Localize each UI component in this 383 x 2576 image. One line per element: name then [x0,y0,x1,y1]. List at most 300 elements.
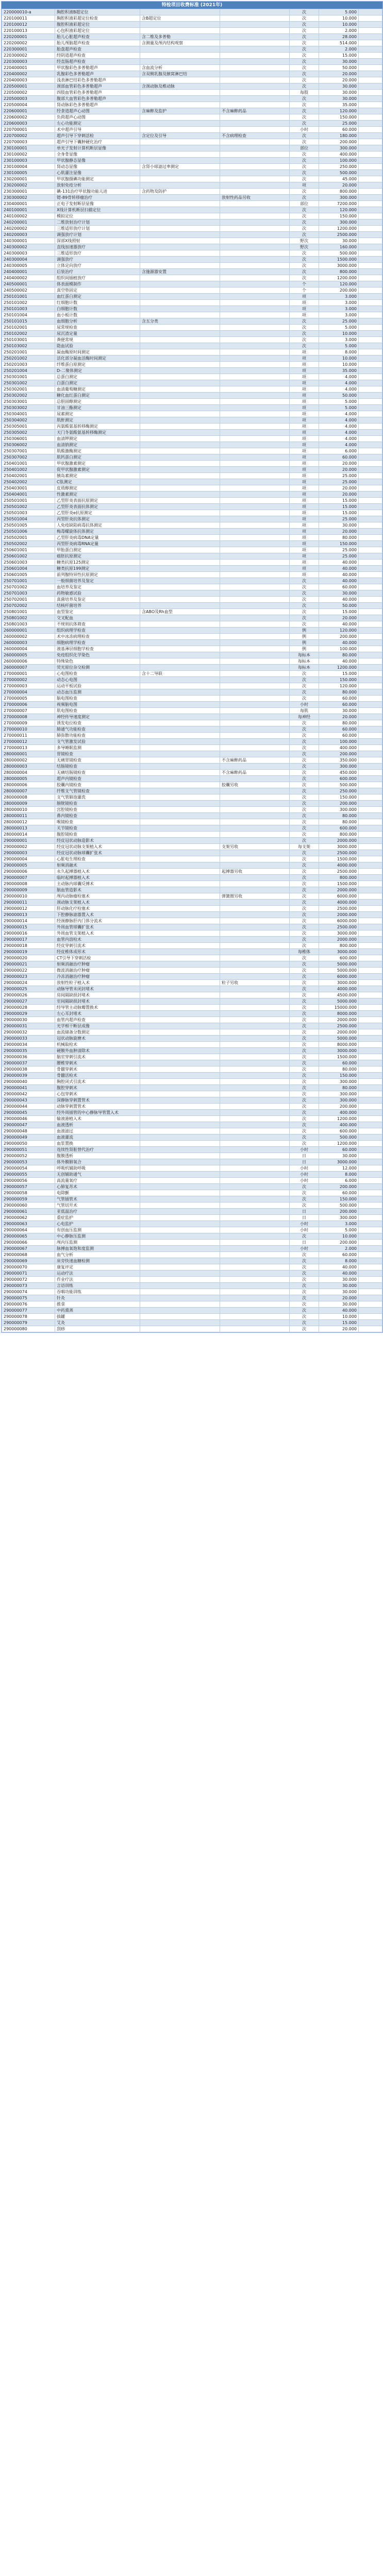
cell-unit: 次 [290,745,319,751]
table-row [2,65,382,71]
cell-code: 290000068 [2,1252,55,1258]
cell-name: 血红蛋白测定 [55,294,140,300]
cell-note [359,306,382,312]
cell-note [359,485,382,492]
cell-note [359,887,382,893]
cell-scope [140,1122,220,1128]
cell-note [359,844,382,850]
cell-unit: 次 [290,584,319,590]
cell-scope [140,776,220,782]
cell-unit: 次 [290,158,319,164]
cell-code: 280000008 [2,794,55,801]
cell-price: 25.000 [319,121,359,127]
cell-note [359,757,382,764]
cell-scope [140,343,220,349]
table-row [2,207,382,213]
cell-code: 280000005 [2,776,55,782]
cell-scope [140,529,220,535]
cell-name: 肌钙蛋白测定 [55,454,140,461]
cell-note [359,182,382,189]
cell-unit: 次 [290,677,319,683]
cell-name: 结肠镜检查 [55,764,140,770]
cell-scope [140,1116,220,1122]
table-row [2,541,382,547]
cell-note [359,461,382,467]
cell-excl [220,399,290,405]
cell-code: 250302002 [2,393,55,399]
cell-code: 290000047 [2,1122,55,1128]
cell-scope [140,1097,220,1104]
cell-name: 中药熏蒸 [55,1308,140,1314]
cell-excl [220,665,290,671]
cell-excl [220,1283,290,1289]
cell-excl [220,819,290,825]
cell-price: 80.000 [319,813,359,819]
cell-price: 50.000 [319,603,359,609]
cell-note [359,1054,382,1060]
cell-code: 290000058 [2,1190,55,1196]
cell-excl [220,59,290,65]
cell-code: 290000049 [2,1134,55,1141]
cell-unit: 例 [290,640,319,646]
cell-note [359,986,382,992]
cell-unit: 次 [290,801,319,807]
cell-price: 60.000 [319,1252,359,1258]
cell-code: 290000043 [2,1097,55,1104]
cell-name: 癌胚抗原测定 [55,553,140,560]
table-row [2,1190,382,1196]
cell-unit: 项 [290,473,319,479]
cell-unit: 项 [290,504,319,510]
cell-note [359,250,382,257]
cell-scope [140,541,220,547]
cell-price: 500.000 [319,782,359,788]
cell-excl [220,776,290,782]
cell-price: 40.000 [319,621,359,628]
cell-excl [220,250,290,257]
cell-name: 艾灸 [55,1320,140,1326]
cell-note [359,720,382,726]
cell-unit: 项 [290,405,319,411]
cell-price: 150.000 [319,114,359,121]
cell-price: 40.000 [319,566,359,572]
table-row [2,479,382,485]
cell-name: 丙型肝炎抗体测定 [55,516,140,522]
cell-unit: 次 [290,15,319,22]
cell-price: 20.000 [319,461,359,467]
cell-name: 血浆置换 [55,1141,140,1147]
cell-unit: 小时 [290,1221,319,1227]
cell-price: 20.000 [319,77,359,83]
cell-note [359,238,382,244]
cell-name: 腹膜透析 [55,1153,140,1159]
cell-name: 作业疗法 [55,1277,140,1283]
table-row [2,287,382,294]
cell-scope [140,145,220,151]
cell-price: 2500.000 [319,1023,359,1029]
cell-note [359,893,382,900]
cell-price: 100.000 [319,646,359,652]
table-row [2,992,382,998]
cell-excl [220,102,290,108]
cell-price: 5.000 [319,9,359,15]
table-row [2,683,382,689]
cell-scope [140,275,220,281]
cell-scope [140,1246,220,1252]
cell-note [359,696,382,702]
cell-name: 经皮冠状动脉球囊扩张术 [55,850,140,856]
cell-name: 胸腔积液B超定位 [55,9,140,15]
cell-price: 400.000 [319,1122,359,1128]
table-row [2,862,382,869]
cell-excl [220,1240,290,1246]
cell-excl [220,720,290,726]
table-row [2,139,382,145]
cell-name: 针灸 [55,1295,140,1301]
cell-note [359,9,382,15]
table-row [2,535,382,541]
cell-unit: 次 [290,912,319,918]
cell-excl [220,597,290,603]
cell-note [359,1085,382,1091]
cell-scope [140,584,220,590]
cell-scope [140,739,220,745]
cell-excl [220,1066,290,1073]
cell-name: 甲状腺静态显像 [55,158,140,164]
cell-scope [140,1270,220,1277]
cell-price: 200.000 [319,751,359,757]
cell-note [359,355,382,362]
cell-note [359,448,382,454]
cell-code: 250501001 [2,498,55,504]
cell-unit: 项 [290,522,319,529]
cell-scope [140,312,220,318]
cell-price: 4.000 [319,386,359,393]
table-row [2,176,382,182]
cell-note [359,943,382,949]
cell-note [359,287,382,294]
cell-unit: 次 [290,900,319,906]
cell-price: 200.000 [319,1104,359,1110]
cell-unit: 次 [290,770,319,776]
cell-note [359,399,382,405]
cell-price: 40.000 [319,572,359,578]
cell-name: 超声内镜检查 [55,776,140,782]
cell-code: 290000060 [2,1202,55,1209]
table-row [2,1252,382,1258]
cell-name: 冠状动脉旋磨术 [55,1036,140,1042]
table-row [2,584,382,590]
cell-code: 220400002 [2,71,55,77]
cell-price: 5000.000 [319,998,359,1005]
cell-excl [220,813,290,819]
cell-unit: 次 [290,1048,319,1054]
table-row [2,689,382,696]
cell-scope: 含药物及防护 [140,189,220,195]
table-row [2,770,382,776]
cell-scope [140,912,220,918]
cell-code: 250201001 [2,349,55,355]
cell-code: 230200001 [2,176,55,182]
cell-note [359,1122,382,1128]
cell-unit: 项 [290,182,319,189]
cell-unit: 次 [290,757,319,764]
cell-excl [220,182,290,189]
cell-price: 80.000 [319,535,359,541]
table-row [2,133,382,139]
cell-price: 20.000 [319,1295,359,1301]
cell-note [359,374,382,380]
cell-unit: 次 [290,28,319,34]
cell-excl [220,733,290,739]
cell-note [359,1066,382,1073]
cell-excl [220,572,290,578]
cell-scope [140,770,220,776]
cell-price: 20.000 [319,485,359,492]
table-row [2,671,382,677]
cell-price: 300.000 [319,145,359,151]
cell-excl [220,1104,290,1110]
cell-note [359,1202,382,1209]
cell-excl [220,1264,290,1270]
cell-name: 隐血试验 [55,343,140,349]
cell-unit: 次 [290,22,319,28]
cell-unit: 次 [290,1097,319,1104]
table-row [2,77,382,83]
cell-price: 300.000 [319,195,359,201]
cell-scope [140,362,220,368]
cell-unit: 项 [290,467,319,473]
cell-scope [140,411,220,417]
cell-excl [220,1277,290,1283]
table-row [2,269,382,275]
cell-price: 300.000 [319,1215,359,1221]
cell-price: 600.000 [319,955,359,961]
cell-code: 270000006 [2,702,55,708]
table-row [2,53,382,59]
table-row [2,696,382,702]
table-row [2,454,382,461]
cell-unit: 次 [290,1104,319,1110]
cell-price: 4.000 [319,374,359,380]
cell-scope [140,677,220,683]
cell-price: 800.000 [319,832,359,838]
cell-unit: 次 [290,1029,319,1036]
cell-unit: 次 [290,219,319,226]
cell-scope [140,399,220,405]
cell-name: 血细胞分析 [55,318,140,325]
cell-note [359,127,382,133]
table-row [2,924,382,930]
table-row [2,158,382,164]
cell-scope [140,696,220,702]
cell-note [359,325,382,331]
cell-unit: 项 [290,399,319,405]
cell-name: 无痛结肠镜检查 [55,770,140,776]
cell-price: 400.000 [319,1110,359,1116]
cell-excl [220,566,290,572]
cell-unit: 次 [290,1110,319,1116]
table-row [2,393,382,399]
cell-name: 胎儿颅脑超声检查 [55,40,140,46]
cell-code: 290000030 [2,1017,55,1023]
cell-code: 250502001 [2,535,55,541]
cell-name: 经皮椎体成形术 [55,949,140,955]
cell-note [359,114,382,121]
cell-name: 主动脉内球囊反搏术 [55,881,140,887]
cell-note [359,207,382,213]
cell-price: 6000.000 [319,974,359,980]
cell-price: 800.000 [319,189,359,195]
cell-excl [220,454,290,461]
cell-code: 290000057 [2,1184,55,1190]
cell-excl [220,930,290,937]
table-row [2,374,382,380]
cell-scope [140,510,220,516]
cell-code: 220600002 [2,114,55,121]
cell-price: 3000.000 [319,1159,359,1165]
cell-scope [140,1264,220,1270]
cell-name: 吞咽功能训练 [55,1289,140,1295]
cell-note [359,1190,382,1196]
cell-unit: 次 [290,1283,319,1289]
cell-unit: 次 [290,1011,319,1017]
cell-price: 5.000 [319,343,359,349]
cell-unit: 项 [290,423,319,430]
cell-scope [140,1128,220,1134]
cell-name: 碘-131治疗甲状腺功能亢进 [55,189,140,195]
table-row [2,257,382,263]
cell-code: 290000065 [2,1233,55,1240]
cell-excl [220,90,290,96]
cell-unit: 次 [290,213,319,219]
table-row [2,28,382,34]
table-row [2,640,382,646]
cell-excl [220,1023,290,1029]
cell-unit: 次 [290,1085,319,1091]
cell-name: 糖化血红蛋白测定 [55,393,140,399]
cell-code: 290000076 [2,1301,55,1308]
cell-code: 220100013 [2,28,55,34]
cell-price: 7200.000 [319,201,359,207]
cell-note [359,603,382,609]
cell-unit: 小时 [290,1165,319,1172]
table-row [2,510,382,516]
cell-price: 5000.000 [319,968,359,974]
cell-name: 神经传导速度测定 [55,714,140,720]
cell-excl [220,1252,290,1258]
cell-code: 290000004 [2,856,55,862]
cell-excl [220,949,290,955]
cell-note [359,869,382,875]
cell-scope [140,1277,220,1283]
cell-code: 220700001 [2,127,55,133]
cell-note [359,510,382,516]
cell-price: 20.000 [319,467,359,473]
cell-scope [140,757,220,764]
cell-price: 60.000 [319,726,359,733]
cell-price: 3.000 [319,1221,359,1227]
cell-excl [220,448,290,454]
cell-price: 30.000 [319,708,359,714]
cell-code: 220300002 [2,53,55,59]
cell-price: 10.000 [319,355,359,362]
cell-note [359,708,382,714]
cell-scope [140,689,220,696]
cell-note [359,1326,382,1332]
cell-price: 500.000 [319,250,359,257]
cell-excl [220,640,290,646]
cell-scope [140,368,220,374]
cell-price: 1200.000 [319,1116,359,1122]
cell-note [359,1042,382,1048]
cell-code: 250305001 [2,423,55,430]
cell-unit: 次 [290,1295,319,1301]
cell-unit: 次 [290,1289,319,1295]
cell-price: 400.000 [319,745,359,751]
table-row [2,386,382,393]
cell-excl: 粒子另收 [220,980,290,986]
cell-excl [220,794,290,801]
cell-price: 30.000 [319,238,359,244]
cell-excl [220,1227,290,1233]
table-row [2,1141,382,1147]
cell-note [359,702,382,708]
cell-excl [220,671,290,677]
cell-name: 呼吸机辅助呼吸 [55,1165,140,1172]
cell-note [359,782,382,788]
cell-excl [220,875,290,881]
cell-price: 150.000 [319,1196,359,1202]
cell-scope [140,560,220,566]
cell-code: 290000067 [2,1246,55,1252]
cell-name: 调强放疗计划 [55,232,140,238]
cell-note [359,1320,382,1326]
cell-price: 15.000 [319,609,359,615]
cell-unit: 次 [290,1301,319,1308]
cell-name: 亚低温治疗 [55,1209,140,1215]
cell-price: 1200.000 [319,1141,359,1147]
cell-excl [220,683,290,689]
cell-code: 280000014 [2,832,55,838]
cell-excl [220,1017,290,1023]
cell-scope [140,430,220,436]
cell-unit: 次 [290,275,319,281]
cell-scope [140,195,220,201]
cell-code: 290000052 [2,1153,55,1159]
cell-scope: 含ABO及Rh血型 [140,609,220,615]
cell-note [359,436,382,442]
cell-unit: 小时 [290,1178,319,1184]
table-row [2,250,382,257]
cell-scope [140,1153,220,1159]
cell-excl [220,628,290,634]
cell-name: 胸腔闭式引流术 [55,1079,140,1085]
cell-excl [220,807,290,813]
cell-excl [220,621,290,628]
cell-scope [140,553,220,560]
cell-note [359,1116,382,1122]
cell-code: 250102002 [2,331,55,337]
cell-name: 骨髓活检术 [55,1073,140,1079]
cell-price: 20.000 [319,1326,359,1332]
cell-name: 血培养及鉴定 [55,584,140,590]
cell-name: 组织间插植放疗 [55,275,140,281]
cell-code: 250801003 [2,621,55,628]
cell-unit: 次 [290,114,319,121]
cell-code: 230300001 [2,189,55,195]
cell-note [359,15,382,22]
